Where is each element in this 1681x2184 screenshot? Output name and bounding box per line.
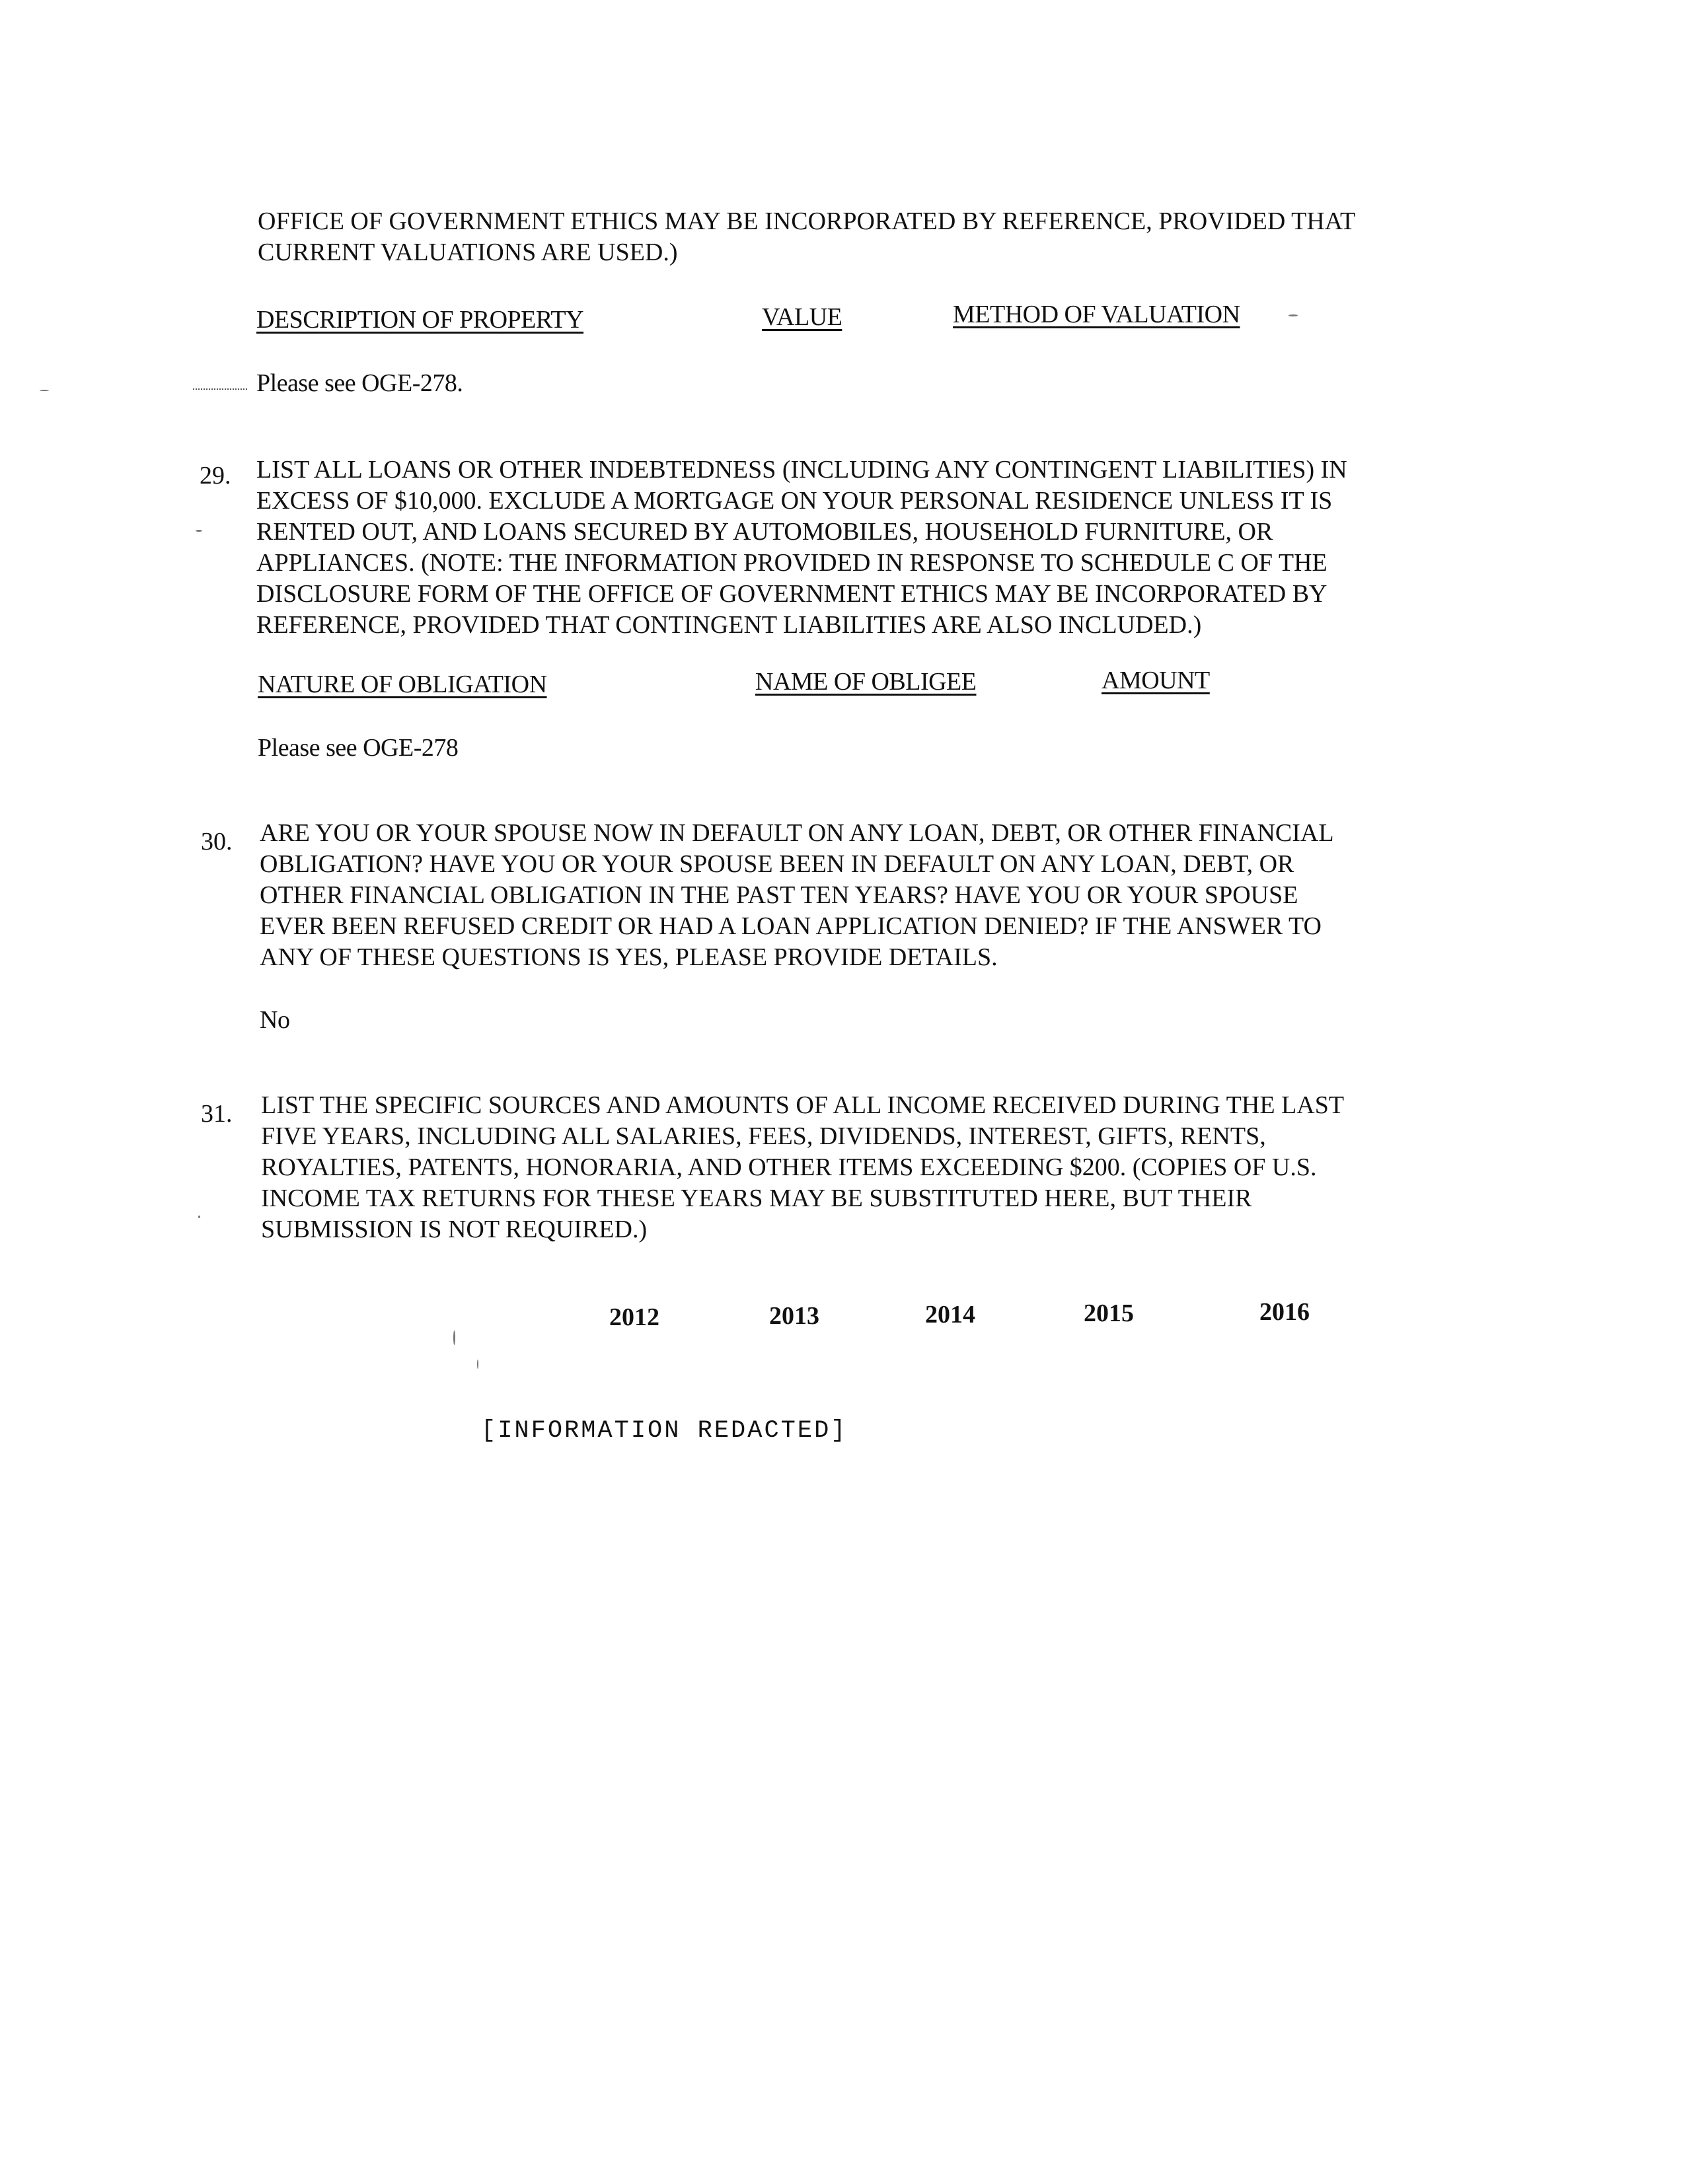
scan-mark — [40, 390, 49, 391]
question-line: ANY OF THESE QUESTIONS IS YES, PLEASE PROVIDE DETAILS. — [260, 943, 998, 971]
question-29-response: Please see OGE-278 — [258, 734, 459, 762]
header-nature-of-obligation: NATURE OF OBLIGATION — [258, 671, 547, 698]
question-line: RENTED OUT, AND LOANS SECURED BY AUTOMOBILES, HOUSEHOLD FURNITURE, OR — [256, 518, 1273, 546]
header-value: VALUE — [762, 303, 842, 331]
question-line: LIST ALL LOANS OR OTHER INDEBTEDNESS (INCLUDING ANY CONTINGENT LIABILITIES) IN — [256, 456, 1347, 484]
question-line: EXCESS OF $10,000. EXCLUDE A MORTGAGE ON YOUR PERSONAL RESIDENCE UNLESS IT IS — [256, 487, 1333, 515]
year-header: 2015 — [1084, 1299, 1134, 1327]
scan-mark — [477, 1360, 478, 1369]
question-30-response: No — [260, 1006, 290, 1034]
question-line: FIVE YEARS, INCLUDING ALL SALARIES, FEES, DIVIDENDS, INTEREST, GIFTS, RENTS, — [261, 1122, 1266, 1150]
header-method-of-valuation: METHOD OF VALUATION — [953, 301, 1240, 328]
question-line: APPLIANCES. (NOTE: THE INFORMATION PROVIDED IN RESPONSE TO SCHEDULE C OF THE — [256, 549, 1327, 577]
scan-mark — [1289, 314, 1298, 316]
question-line: INCOME TAX RETURNS FOR THESE YEARS MAY BE SUBSTITUTED HERE, BUT THEIR — [261, 1184, 1252, 1212]
question-line: OTHER FINANCIAL OBLIGATION IN THE PAST TEN YEARS? HAVE YOU OR YOUR SPOUSE — [260, 881, 1298, 909]
header-amount: AMOUNT — [1102, 667, 1210, 694]
question-line: LIST THE SPECIFIC SOURCES AND AMOUNTS OF ALL INCOME RECEIVED DURING THE LAST — [261, 1091, 1345, 1119]
dotted-leader — [193, 388, 247, 390]
year-header: 2013 — [769, 1302, 819, 1330]
year-header: 2016 — [1259, 1298, 1310, 1326]
question-29-text — [256, 455, 1439, 641]
question-line: ARE YOU OR YOUR SPOUSE NOW IN DEFAULT ON ANY LOAN, DEBT, OR OTHER FINANCIAL — [260, 819, 1334, 847]
question-31-text — [261, 1090, 1444, 1245]
question-line: REFERENCE, PROVIDED THAT CONTINGENT LIABILITIES ARE ALSO INCLUDED.) — [256, 611, 1202, 639]
question-line: SUBMISSION IS NOT REQUIRED.) — [261, 1216, 648, 1243]
intro-paragraph — [258, 206, 1440, 268]
question-30-text — [260, 818, 1442, 973]
intro-line: CURRENT VALUATIONS ARE USED.) — [258, 238, 678, 266]
scan-mark — [196, 530, 202, 532]
header-description-of-property: DESCRIPTION OF PROPERTY — [256, 306, 584, 334]
question-line: DISCLOSURE FORM OF THE OFFICE OF GOVERNMENT ETHICS MAY BE INCORPORATED BY — [256, 580, 1327, 608]
question-number: 31. — [201, 1100, 233, 1128]
question-line: ROYALTIES, PATENTS, HONORARIA, AND OTHER ITEMS EXCEEDING $200. (COPIES OF U.S. — [261, 1153, 1317, 1181]
year-header: 2014 — [925, 1301, 975, 1329]
redaction-notice: [INFORMATION REDACTED] — [481, 1417, 848, 1445]
header-name-of-obligee: NAME OF OBLIGEE — [755, 668, 977, 696]
scan-mark — [198, 1216, 200, 1218]
question-line: OBLIGATION? HAVE YOU OR YOUR SPOUSE BEEN IN DEFAULT ON ANY LOAN, DEBT, OR — [260, 850, 1294, 878]
question-line: EVER BEEN REFUSED CREDIT OR HAD A LOAN APPLICATION DENIED? IF THE ANSWER TO — [260, 912, 1322, 940]
year-header: 2012 — [609, 1303, 659, 1331]
scan-mark — [453, 1330, 455, 1345]
question-number: 30. — [201, 828, 233, 855]
property-response: Please see OGE-278. — [256, 369, 463, 397]
intro-line: OFFICE OF GOVERNMENT ETHICS MAY BE INCORPORATED BY REFERENCE, PROVIDED THAT — [258, 207, 1356, 235]
question-number: 29. — [200, 462, 231, 490]
